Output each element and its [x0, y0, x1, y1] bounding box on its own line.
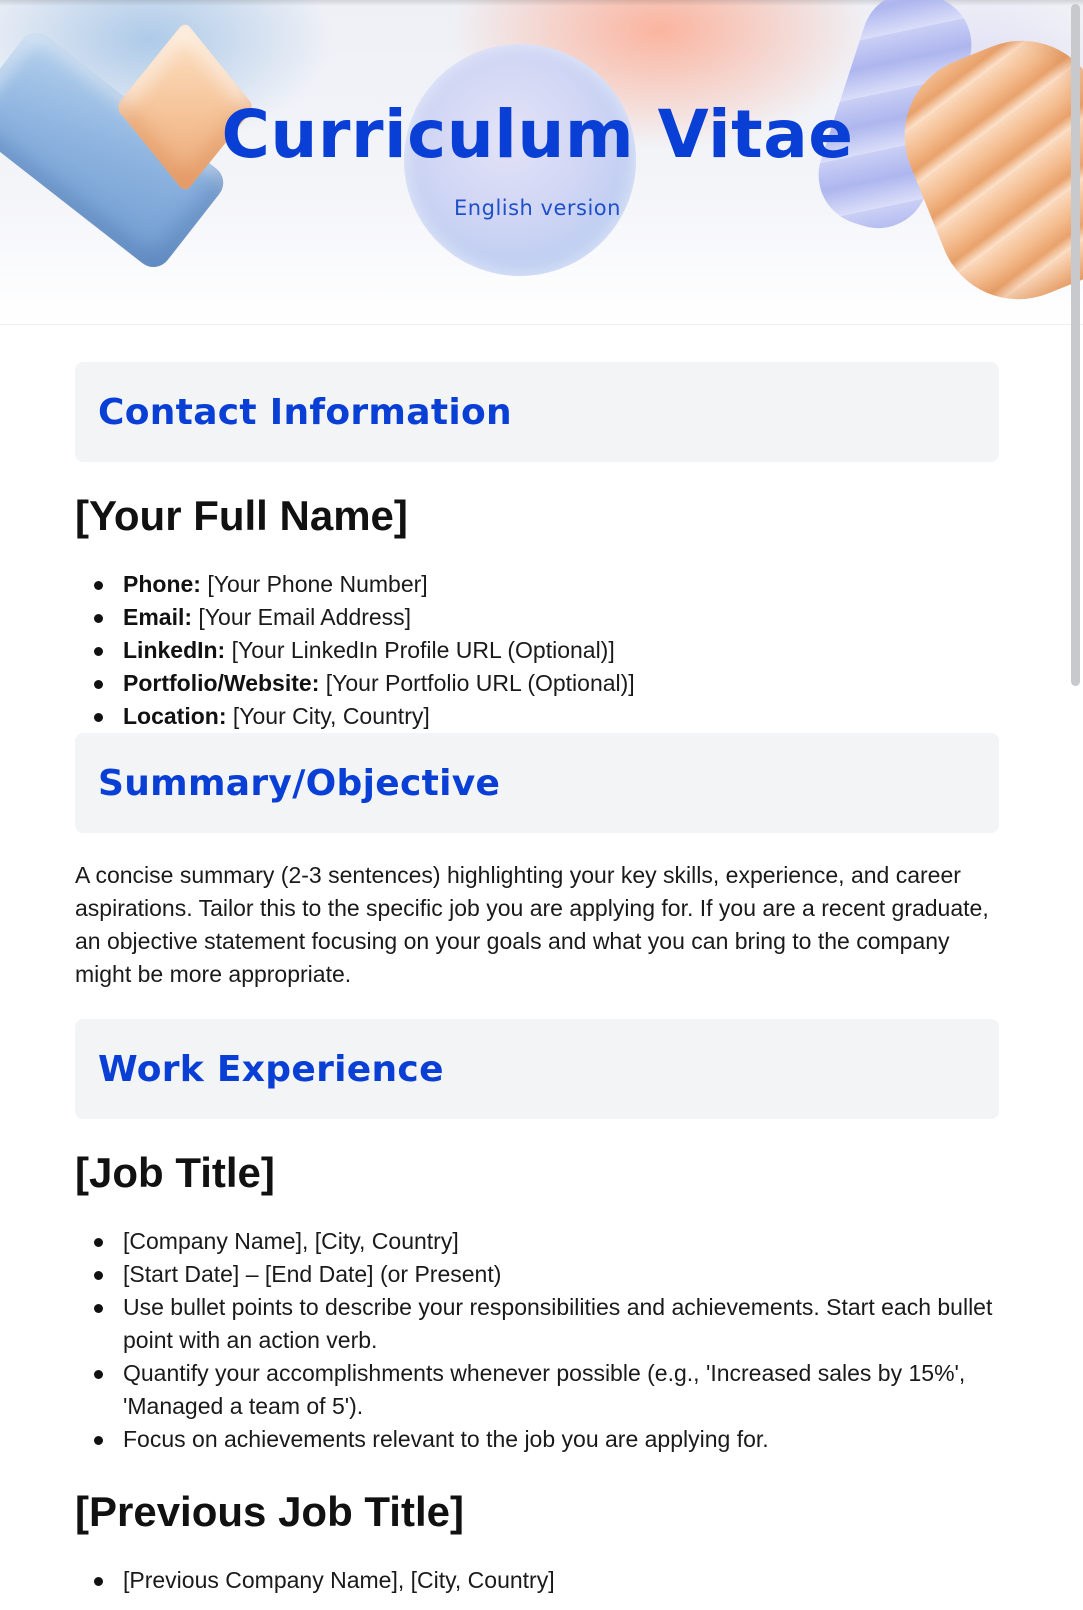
page-scrollbar-thumb[interactable]: [1071, 4, 1080, 686]
page-title: Curriculum Vitae: [221, 96, 854, 173]
section-heading-summary: Summary/Objective: [98, 762, 501, 804]
previous-job-detail-list: [75, 1564, 999, 1597]
contact-list: [75, 568, 999, 733]
section-header-work: [75, 1019, 999, 1119]
contact-value: [Your City, Country]: [226, 703, 430, 729]
job-detail-list: [75, 1225, 999, 1456]
contact-item-linkedin: [123, 634, 999, 667]
section-header-summary: [75, 733, 999, 833]
contact-item-portfolio: [123, 667, 999, 700]
job-detail-item: Quantify your accomplishments whenever possible (e.g., 'Increased sales by 15%', 'Managed a team of 5').: [123, 1357, 999, 1423]
section-header-contact: [75, 362, 999, 462]
contact-label: Portfolio/Website:: [123, 670, 320, 696]
contact-label: LinkedIn:: [123, 637, 226, 663]
job-detail-item: Use bullet points to describe your responsibilities and achievements. Start each bullet point with an action verb.: [123, 1291, 999, 1357]
contact-item-location: [123, 700, 999, 733]
header-banner: [0, 0, 1083, 325]
contact-value: [Your Portfolio URL (Optional)]: [319, 670, 635, 696]
contact-label: Phone:: [123, 571, 201, 597]
full-name-heading: [Your Full Name]: [75, 492, 408, 539]
summary-paragraph: A concise summary (2-3 sentences) highlighting your key skills, experience, and career aspirations. Tailor this to the specific job you are applying for. If you are a recent graduate, an objective statement focusing on your goals and what you can bring to the company might be more appropriate.: [75, 862, 989, 987]
contact-item-phone: [123, 568, 999, 601]
contact-label: Email:: [123, 604, 193, 630]
job-detail-item: [Previous Company Name], [City, Country]: [123, 1564, 999, 1597]
job-detail-item: [Company Name], [City, Country]: [123, 1225, 999, 1258]
cv-content: [75, 362, 999, 1597]
contact-value: [Your Phone Number]: [200, 571, 428, 597]
contact-value: [Your LinkedIn Profile URL (Optional)]: [225, 637, 615, 663]
section-heading-contact: Contact Information: [98, 391, 512, 433]
previous-job-title-heading: [Previous Job Title]: [75, 1488, 464, 1535]
contact-label: Location:: [123, 703, 227, 729]
job-detail-item: Focus on achievements relevant to the job you are applying for.: [123, 1423, 999, 1456]
page-subtitle: English version: [454, 196, 621, 220]
section-heading-work: Work Experience: [98, 1048, 444, 1090]
contact-value: [Your Email Address]: [192, 604, 412, 630]
job-detail-item: [Start Date] – [End Date] (or Present): [123, 1258, 999, 1291]
job-title-heading: [Job Title]: [75, 1149, 275, 1196]
contact-item-email: [123, 601, 999, 634]
